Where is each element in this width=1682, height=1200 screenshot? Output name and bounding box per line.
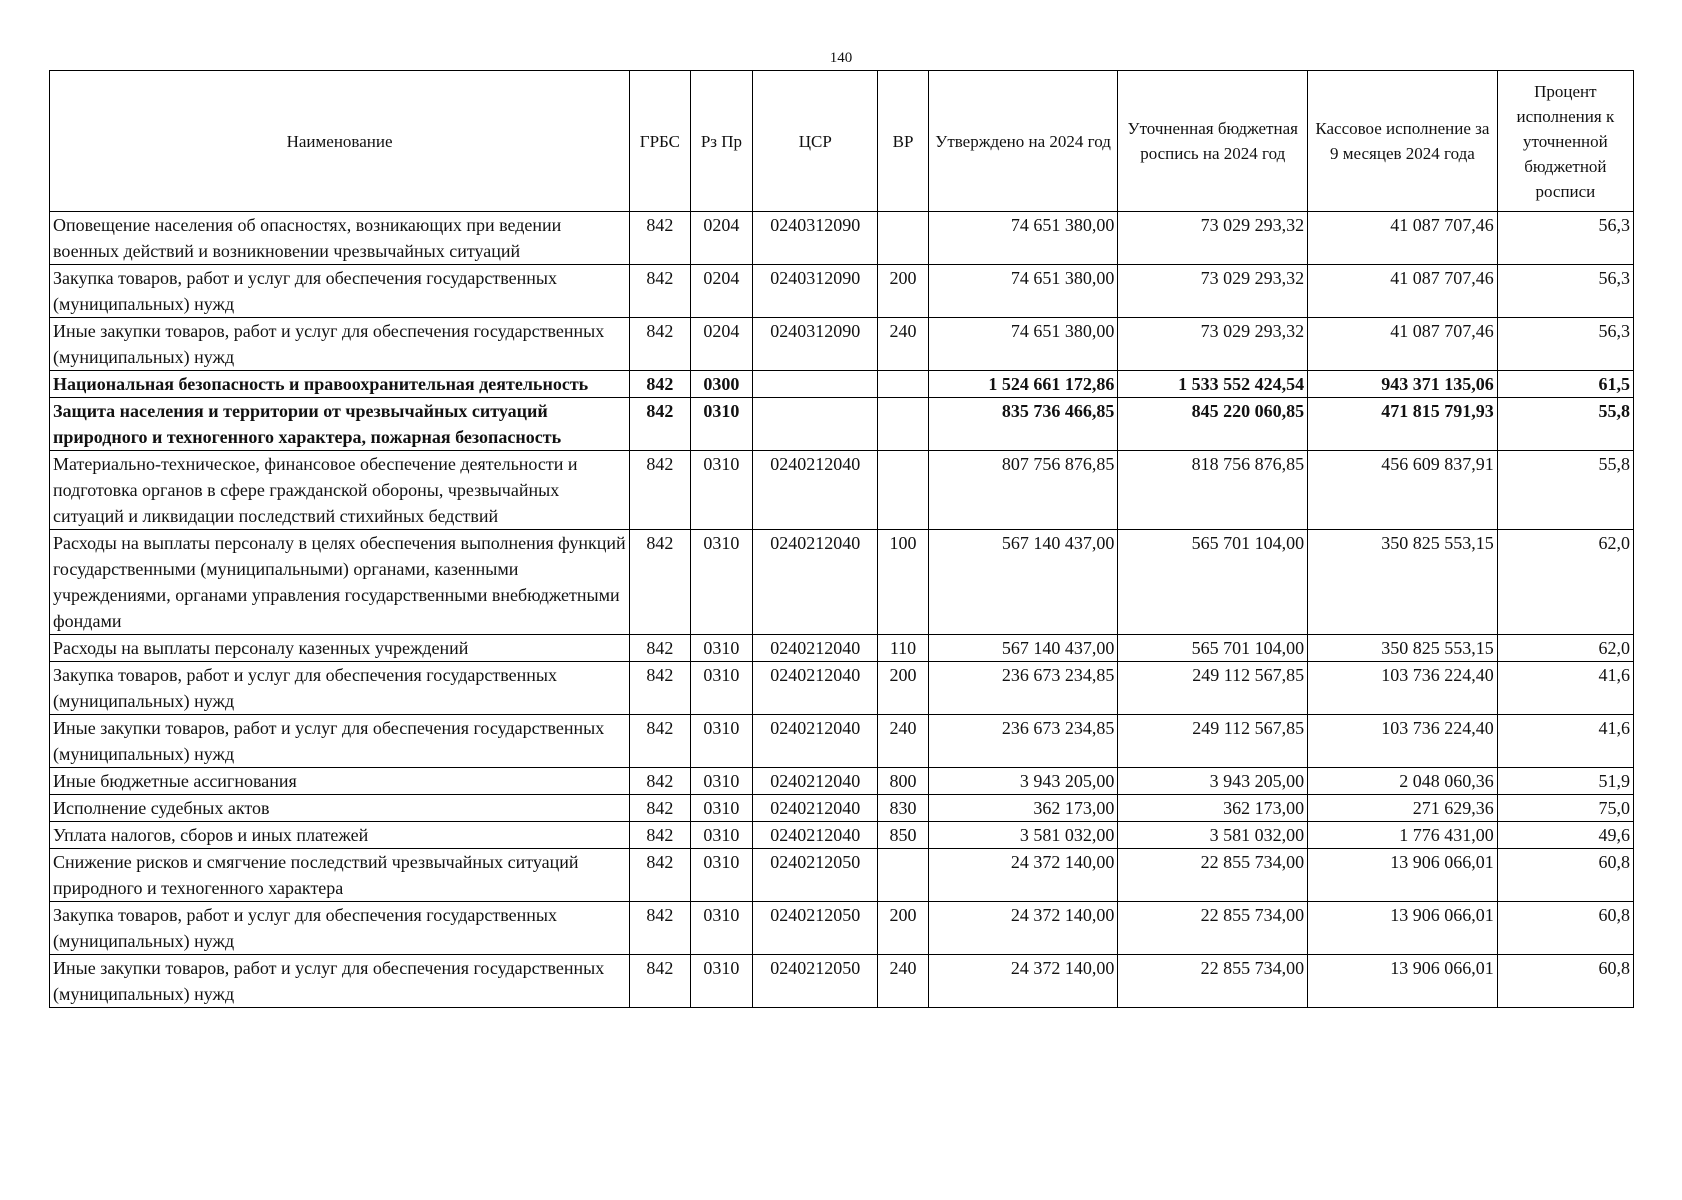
header-approved: Утверждено на 2024 год [928,71,1118,212]
cell-refined: 249 112 567,85 [1118,715,1308,768]
cell-name: Иные закупки товаров, работ и услуг для обеспечения государственных (муниципальных) нужд [50,715,630,768]
cell-approved: 567 140 437,00 [928,530,1118,635]
cell-cash: 13 906 066,01 [1308,955,1498,1008]
table-row [50,265,1634,318]
cell-grbs: 842 [630,398,691,451]
cell-csr [753,398,878,451]
header-percent: Процент исполнения к уточненной бюджетной росписи [1497,71,1633,212]
cell-vr: 240 [878,318,928,371]
table-row [50,715,1634,768]
table-row [50,398,1634,451]
cell-vr: 240 [878,715,928,768]
cell-cash: 41 087 707,46 [1308,212,1498,265]
cell-approved: 236 673 234,85 [928,715,1118,768]
cell-rzpr: 0204 [690,318,753,371]
cell-grbs: 842 [630,715,691,768]
cell-refined: 3 581 032,00 [1118,822,1308,849]
cell-csr: 0240212040 [753,715,878,768]
cell-rzpr: 0310 [690,398,753,451]
cell-refined: 22 855 734,00 [1118,849,1308,902]
cell-refined: 22 855 734,00 [1118,955,1308,1008]
cell-cash: 103 736 224,40 [1308,715,1498,768]
cell-csr: 0240212040 [753,822,878,849]
table-row [50,662,1634,715]
cell-cash: 1 776 431,00 [1308,822,1498,849]
table-row [50,371,1634,398]
cell-name: Материально-техническое, финансовое обеспечение деятельности и подготовка органов в сфере гражданской обороны, чрезвычайных ситуаций и ликвидации последствий стихийных бедствий [50,451,630,530]
cell-refined: 73 029 293,32 [1118,318,1308,371]
budget-execution-table [49,70,1634,1008]
cell-name: Снижение рисков и смягчение последствий чрезвычайных ситуаций природного и техногенного характера [50,849,630,902]
header-vr: ВР [878,71,928,212]
cell-vr: 800 [878,768,928,795]
cell-cash: 2 048 060,36 [1308,768,1498,795]
cell-csr: 0240212040 [753,795,878,822]
cell-vr: 240 [878,955,928,1008]
cell-cash: 350 825 553,15 [1308,635,1498,662]
cell-csr: 0240312090 [753,212,878,265]
table-row [50,849,1634,902]
cell-csr: 0240212050 [753,955,878,1008]
cell-refined: 1 533 552 424,54 [1118,371,1308,398]
header-refined: Уточненная бюджетная роспись на 2024 год [1118,71,1308,212]
table-header-row [50,71,1634,212]
cell-rzpr: 0310 [690,715,753,768]
cell-approved: 74 651 380,00 [928,265,1118,318]
cell-grbs: 842 [630,212,691,265]
cell-percent: 75,0 [1497,795,1633,822]
cell-approved: 74 651 380,00 [928,318,1118,371]
cell-rzpr: 0310 [690,822,753,849]
cell-name: Исполнение судебных актов [50,795,630,822]
cell-approved: 835 736 466,85 [928,398,1118,451]
cell-csr: 0240212050 [753,849,878,902]
cell-vr [878,451,928,530]
table-row [50,318,1634,371]
cell-refined: 22 855 734,00 [1118,902,1308,955]
cell-name: Закупка товаров, работ и услуг для обеспечения государственных (муниципальных) нужд [50,662,630,715]
cell-cash: 41 087 707,46 [1308,318,1498,371]
cell-name: Оповещение населения об опасностях, возникающих при ведении военных действий и возникновении чрезвычайных ситуаций [50,212,630,265]
cell-percent: 60,8 [1497,902,1633,955]
cell-vr: 200 [878,902,928,955]
cell-csr: 0240312090 [753,265,878,318]
cell-percent: 60,8 [1497,955,1633,1008]
cell-grbs: 842 [630,265,691,318]
cell-rzpr: 0310 [690,849,753,902]
header-rzpr: Рз Пр [690,71,753,212]
table-row [50,768,1634,795]
cell-csr: 0240212040 [753,662,878,715]
cell-name: Иные бюджетные ассигнования [50,768,630,795]
cell-grbs: 842 [630,451,691,530]
table-row [50,902,1634,955]
cell-refined: 818 756 876,85 [1118,451,1308,530]
cell-approved: 567 140 437,00 [928,635,1118,662]
cell-vr: 100 [878,530,928,635]
cell-grbs: 842 [630,902,691,955]
cell-vr: 200 [878,265,928,318]
table-body [50,212,1634,1008]
cell-percent: 62,0 [1497,635,1633,662]
cell-grbs: 842 [630,635,691,662]
table-row [50,795,1634,822]
cell-grbs: 842 [630,795,691,822]
cell-grbs: 842 [630,768,691,795]
cell-cash: 350 825 553,15 [1308,530,1498,635]
cell-grbs: 842 [630,530,691,635]
cell-rzpr: 0310 [690,662,753,715]
cell-rzpr: 0204 [690,212,753,265]
cell-approved: 236 673 234,85 [928,662,1118,715]
cell-refined: 73 029 293,32 [1118,265,1308,318]
header-name: Наименование [50,71,630,212]
header-csr: ЦСР [753,71,878,212]
cell-name: Иные закупки товаров, работ и услуг для обеспечения государственных (муниципальных) нужд [50,955,630,1008]
cell-percent: 49,6 [1497,822,1633,849]
cell-vr [878,371,928,398]
cell-approved: 807 756 876,85 [928,451,1118,530]
cell-approved: 24 372 140,00 [928,902,1118,955]
cell-vr: 830 [878,795,928,822]
cell-percent: 41,6 [1497,662,1633,715]
cell-name: Закупка товаров, работ и услуг для обеспечения государственных (муниципальных) нужд [50,265,630,318]
cell-percent: 61,5 [1497,371,1633,398]
cell-percent: 55,8 [1497,398,1633,451]
cell-csr: 0240312090 [753,318,878,371]
cell-refined: 249 112 567,85 [1118,662,1308,715]
cell-name: Уплата налогов, сборов и иных платежей [50,822,630,849]
table-row [50,451,1634,530]
cell-refined: 73 029 293,32 [1118,212,1308,265]
cell-name: Защита населения и территории от чрезвычайных ситуаций природного и техногенного характера, пожарная безопасность [50,398,630,451]
cell-csr: 0240212040 [753,451,878,530]
cell-rzpr: 0204 [690,265,753,318]
cell-rzpr: 0310 [690,955,753,1008]
cell-rzpr: 0310 [690,902,753,955]
cell-percent: 55,8 [1497,451,1633,530]
cell-approved: 1 524 661 172,86 [928,371,1118,398]
cell-cash: 103 736 224,40 [1308,662,1498,715]
cell-percent: 56,3 [1497,318,1633,371]
cell-refined: 845 220 060,85 [1118,398,1308,451]
cell-approved: 24 372 140,00 [928,849,1118,902]
cell-name: Расходы на выплаты персоналу казенных учреждений [50,635,630,662]
table-row [50,212,1634,265]
cell-grbs: 842 [630,849,691,902]
cell-cash: 471 815 791,93 [1308,398,1498,451]
cell-name: Расходы на выплаты персоналу в целях обеспечения выполнения функций государственными (муниципальными) органами, казенными учреждениями, органами управления государственными внебюджетными фондами [50,530,630,635]
cell-approved: 362 173,00 [928,795,1118,822]
cell-rzpr: 0300 [690,371,753,398]
cell-grbs: 842 [630,318,691,371]
table-row [50,635,1634,662]
cell-cash: 943 371 135,06 [1308,371,1498,398]
cell-cash: 41 087 707,46 [1308,265,1498,318]
table-row [50,955,1634,1008]
cell-csr: 0240212040 [753,530,878,635]
cell-approved: 3 943 205,00 [928,768,1118,795]
header-grbs: ГРБС [630,71,691,212]
cell-refined: 565 701 104,00 [1118,635,1308,662]
cell-percent: 60,8 [1497,849,1633,902]
cell-cash: 13 906 066,01 [1308,849,1498,902]
cell-vr [878,398,928,451]
cell-cash: 456 609 837,91 [1308,451,1498,530]
cell-vr: 850 [878,822,928,849]
page-number: 140 [829,50,853,66]
cell-name: Национальная безопасность и правоохранительная деятельность [50,371,630,398]
cell-approved: 3 581 032,00 [928,822,1118,849]
cell-csr [753,371,878,398]
cell-refined: 362 173,00 [1118,795,1308,822]
cell-approved: 24 372 140,00 [928,955,1118,1008]
cell-rzpr: 0310 [690,635,753,662]
cell-percent: 56,3 [1497,212,1633,265]
cell-rzpr: 0310 [690,768,753,795]
cell-rzpr: 0310 [690,795,753,822]
cell-grbs: 842 [630,955,691,1008]
cell-percent: 56,3 [1497,265,1633,318]
cell-rzpr: 0310 [690,451,753,530]
cell-refined: 3 943 205,00 [1118,768,1308,795]
table-row [50,530,1634,635]
cell-percent: 51,9 [1497,768,1633,795]
cell-rzpr: 0310 [690,530,753,635]
cell-vr [878,212,928,265]
cell-csr: 0240212050 [753,902,878,955]
cell-grbs: 842 [630,822,691,849]
cell-vr [878,849,928,902]
cell-cash: 271 629,36 [1308,795,1498,822]
cell-vr: 200 [878,662,928,715]
cell-cash: 13 906 066,01 [1308,902,1498,955]
cell-percent: 41,6 [1497,715,1633,768]
cell-csr: 0240212040 [753,635,878,662]
cell-percent: 62,0 [1497,530,1633,635]
table-row [50,822,1634,849]
cell-grbs: 842 [630,662,691,715]
cell-name: Иные закупки товаров, работ и услуг для обеспечения государственных (муниципальных) нужд [50,318,630,371]
cell-refined: 565 701 104,00 [1118,530,1308,635]
cell-name: Закупка товаров, работ и услуг для обеспечения государственных (муниципальных) нужд [50,902,630,955]
cell-grbs: 842 [630,371,691,398]
cell-csr: 0240212040 [753,768,878,795]
cell-approved: 74 651 380,00 [928,212,1118,265]
header-cash: Кассовое исполнение за 9 месяцев 2024 года [1308,71,1498,212]
cell-vr: 110 [878,635,928,662]
